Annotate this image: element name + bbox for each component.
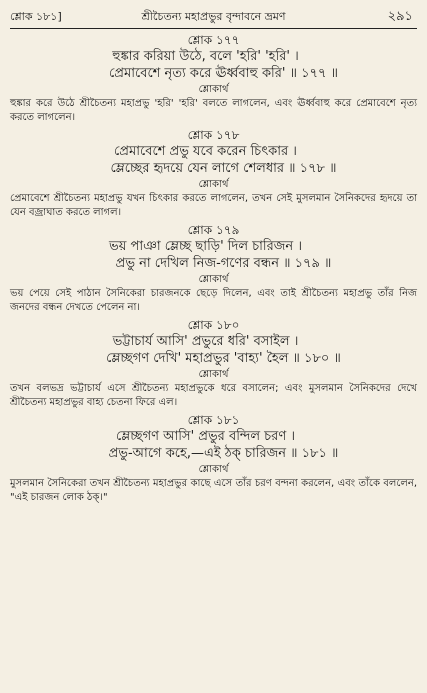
page-number: ২৯১ xyxy=(387,9,413,24)
verse-line: প্রভু-আগে কহে,—এই ঠক্ চারিজন ॥ ১৮১ ॥ xyxy=(108,446,339,461)
verse-block xyxy=(10,318,417,410)
translation-label: শ্লোকার্থ xyxy=(198,84,229,95)
translation-text: ভয় পেয়ে সেই পাঠান সৈনিকেরা চারজনকে ছেড়ে দিলেন, এবং তাই শ্রীচৈতন্য মহাপ্রভু তাঁর নিজ জনদের বন্ধন দেখতে পেলেন না। xyxy=(10,288,417,313)
verse-line: ম্লেচ্ছের হৃদয়ে যেন লাগে শেলধার ॥ ১৭৮ ॥ xyxy=(110,161,337,176)
verse-line: ভয় পাঞা ম্লেচ্ছ ছাড়ি' দিল চারিজন । xyxy=(109,239,302,254)
verse-number: শ্লোক ১৭৯ xyxy=(187,223,240,237)
translation-label: শ্লোকার্থ xyxy=(198,464,229,475)
verse-line: ভট্টাচার্য আসি' প্রভুরে ধরি' বসাইল । xyxy=(112,334,299,349)
verse-block xyxy=(10,33,417,125)
verse-number: শ্লোক ১৭৮ xyxy=(187,128,240,142)
verse-line: প্রভু না দেখিল নিজ-গণের বন্ধন ॥ ১৭৯ ॥ xyxy=(115,256,332,271)
translation-label: শ্লোকার্থ xyxy=(198,274,229,285)
header-chapter-title: শ্রীচৈতন্য মহাপ্রভুর বৃন্দাবনে ভ্রমণ xyxy=(141,10,286,23)
verse-block xyxy=(10,223,417,315)
verse-line: প্রেমাবেশে নৃত্য করে ঊর্ধ্ববাহু করি' ॥ ১৭৭ ॥ xyxy=(109,66,338,81)
running-header xyxy=(10,6,417,28)
translation-label: শ্লোকার্থ xyxy=(198,369,229,380)
translation-label: শ্লোকার্থ xyxy=(198,179,229,190)
translation-text: তখন বলভদ্র ভট্টাচার্য এসে শ্রীচৈতন্য মহাপ্রভুকে ধরে বসালেন; এবং মুসলমান সৈনিকদের দেখে শ্রীচৈতন্য মহাপ্রভুর বাহ্য চেতনা ফিরে এল। xyxy=(10,383,417,408)
verse-line: ম্লেচ্ছগণ দেখি' মহাপ্রভুর 'বাহ্য' হৈল ॥ ১৮০ ॥ xyxy=(106,351,341,366)
translation-text: হুঙ্কার করে উঠে শ্রীচৈতন্য মহাপ্রভু 'হরি' 'হরি' বলতে লাগলেন, এবং ঊর্ধ্ববাহু করে প্রেমাবেশে নৃত্য করতে লাগলেন। xyxy=(10,98,417,123)
verse-number: শ্লোক ১৮১ xyxy=(187,413,240,427)
header-verse-ref: শ্লোক ১৮১] xyxy=(10,10,62,23)
translation-text: প্রেমাবেশে শ্রীচৈতন্য মহাপ্রভু যখন চিৎকার করতে লাগলেন, তখন সেই মুসলমান সৈনিকদের হৃদয়ে তা যেন বজ্রাঘাত করতে লাগল। xyxy=(10,193,417,218)
verse-line: প্রেমাবেশে প্রভু যবে করেন চিৎকার । xyxy=(114,144,297,159)
verse-block xyxy=(10,128,417,220)
verse-number: শ্লোক ১৭৭ xyxy=(187,33,240,47)
verse-line: ম্লেচ্ছগণ আসি' প্রভুর বন্দিল চরণ । xyxy=(116,429,295,444)
header-divider xyxy=(10,28,417,29)
verse-block xyxy=(10,413,417,505)
verse-line: হুঙ্কার করিয়া উঠে, বলে 'হরি' 'হরি' । xyxy=(112,49,299,64)
translation-text: মুসলমান সৈনিকেরা তখন শ্রীচৈতন্য মহাপ্রভুর কাছে এসে তাঁর চরণ বন্দনা করলেন, এবং তাঁকে বললেন, "এই চারজন লোক ঠক্।" xyxy=(10,478,417,503)
verse-number: শ্লোক ১৮০ xyxy=(187,318,240,332)
